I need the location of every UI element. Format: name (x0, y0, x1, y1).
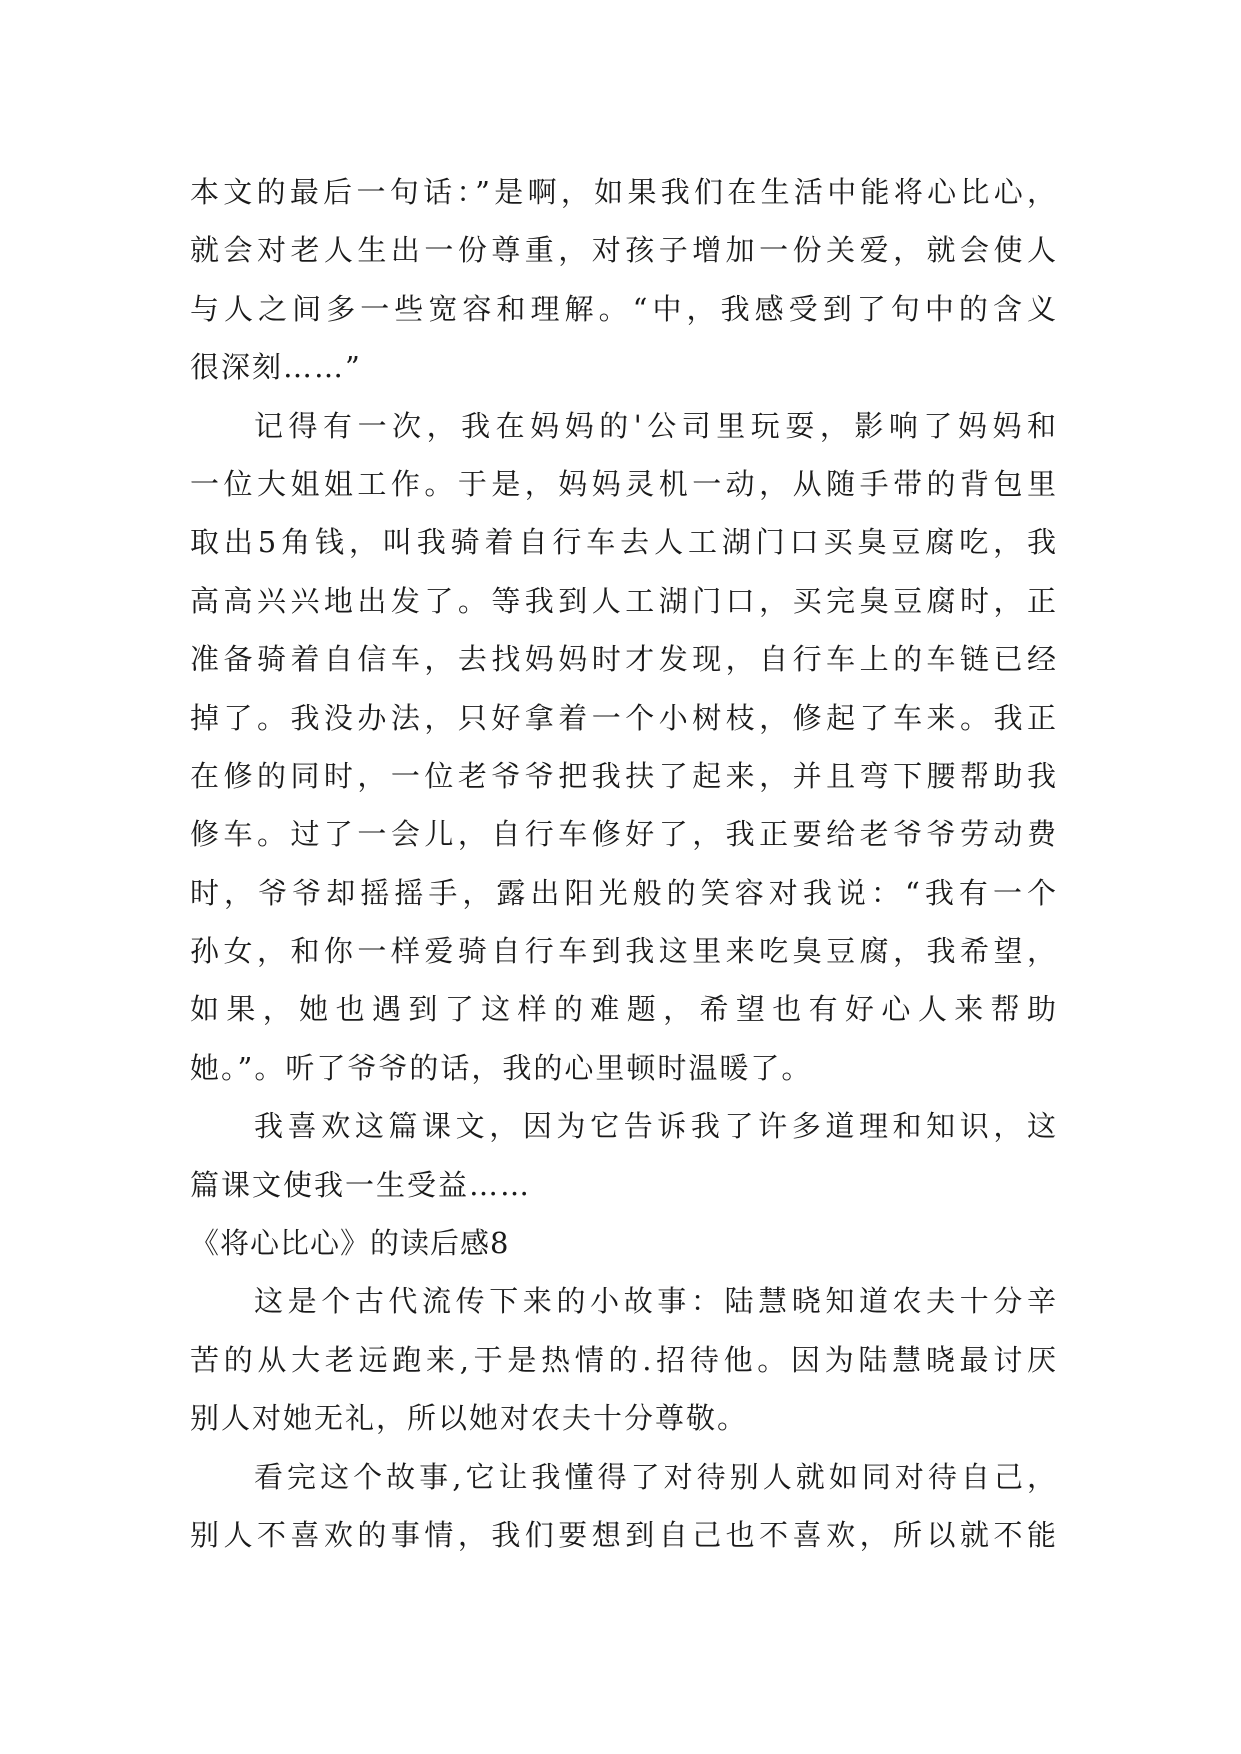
text-line: 高高兴兴地出发了。等我到人工湖门口，买完臭豆腐时，正 (190, 583, 1058, 618)
section-heading: 《将心比心》的读后感8 (190, 1226, 510, 1261)
text-line: 时，爷爷却摇摇手，露出阳光般的笑容对我说：“我有一个 (190, 875, 1058, 910)
text-line: 与人之间多一些宽容和理解。“中，我感受到了句中的含义 (190, 291, 1058, 326)
text-line: 在修的同时，一位老爷爷把我扶了起来，并且弯下腰帮助我 (190, 758, 1058, 793)
text-line: 取出5角钱，叫我骑着自行车去人工湖门口买臭豆腐吃，我 (190, 525, 1058, 560)
text-line: 就会对老人生出一份尊重，对孩子增加一份关爱，就会使人 (190, 233, 1058, 268)
text-line: 她。”。听了爷爷的话，我的心里顿时温暖了。 (190, 1050, 813, 1085)
text-line: 如果，她也遇到了这样的难题，希望也有好心人来帮助 (190, 992, 1058, 1027)
text-line: 掉了。我没办法，只好拿着一个小树枝，修起了车来。我正 (190, 700, 1058, 735)
text-line: 看完这个故事,它让我懂得了对待别人就如同对待自己， (254, 1459, 1058, 1494)
text-line: 准备骑着自信车，去找妈妈时才发现，自行车上的车链已经 (190, 642, 1058, 677)
text-line: 修车。过了一会儿，自行车修好了，我正要给老爷爷劳动费 (190, 817, 1058, 852)
text-line: 本文的最后一句话：”是啊，如果我们在生活中能将心比心， (190, 175, 1058, 209)
text-line: 一位大姐姐工作。于是，妈妈灵机一动，从随手带的背包里 (190, 466, 1058, 501)
text-line: 记得有一次，我在妈妈的'公司里玩耍，影响了妈妈和 (254, 408, 1058, 443)
text-line: 别人对她无礼，所以她对农夫十分尊敬。 (190, 1401, 749, 1436)
text-line: 篇课文使我一生受益…… (190, 1167, 532, 1202)
text-line: 孙女，和你一样爱骑自行车到我这里来吃臭豆腐，我希望， (190, 934, 1058, 969)
text-line: 我喜欢这篇课文，因为它告诉我了许多道理和知识，这 (254, 1109, 1058, 1144)
text-line: 很深刻……” (190, 350, 362, 385)
text-line: 苦的从大老远跑来,于是热情的.招待他。因为陆慧晓最讨厌 (190, 1342, 1058, 1377)
text-line: 别人不喜欢的事情，我们要想到自己也不喜欢，所以就不能 (190, 1517, 1058, 1552)
text-line: 这是个古代流传下来的小故事：陆慧晓知道农夫十分辛 (254, 1284, 1058, 1319)
document-body (190, 163, 1058, 1564)
